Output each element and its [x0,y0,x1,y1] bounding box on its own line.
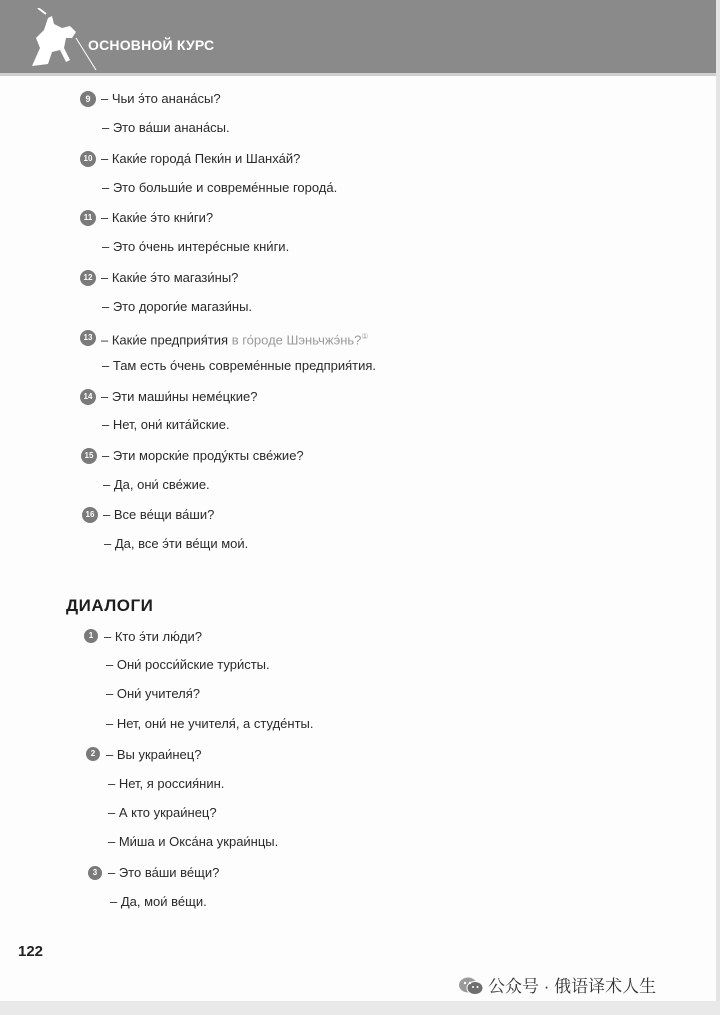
exercise-question: – Эти морски́е проду́кты све́жие? [102,448,304,463]
exercise-question: – Эти маши́ны неме́цкие? [101,389,258,404]
dialog-line: – А кто украи́нец? [108,805,217,820]
header-rule [0,73,716,76]
exercise-number-badge: 16 [82,507,98,523]
horse-rider-logo-icon [18,8,98,74]
dialog-number-badge: 1 [84,629,98,643]
dialog-number-badge: 2 [86,747,100,761]
watermark [458,972,656,997]
exercise-number-badge: 13 [80,330,96,346]
dialog-line: – Они́ росси́йские тури́сты. [106,657,270,672]
dialog-line: – Ми́ша и Окса́на украи́нцы. [108,834,279,849]
exercise-answer: – Это больши́е и совреме́нные города́. [102,180,338,195]
dialog-line: – Они́ учителя́? [106,686,201,701]
section-title-dialogs: ДИАЛОГИ [66,596,154,615]
exercise-number-badge: 12 [80,270,96,286]
exercise-answer: – Это ва́ши анана́сы. [102,120,230,135]
exercise-question-tail: в го́роде Шэньчжэ́нь? [231,332,362,348]
wechat-icon [458,976,484,996]
page-right-edge [716,0,720,1015]
exercise-question: – Чьи э́то анана́сы? [101,91,221,106]
dialog-line: – Нет, я россия́нин. [108,776,225,791]
exercise-answer: – Да, они́ све́жие. [103,477,210,492]
exercise-question [101,328,369,346]
exercise-answer: – Это о́чень интере́сные кни́ги. [102,239,290,254]
page-bottom-edge [0,1001,720,1015]
exercise-question: – Каки́е э́то магази́ны? [101,270,239,285]
exercise-question-main: – Каки́е предприя́тия [101,332,229,348]
dialog-line: – Вы украи́нец? [106,747,202,762]
footnote-marker: ① [361,332,369,341]
course-title: ОСНОВНОЙ КУРС [88,37,215,53]
page-number: 122 [18,943,44,960]
exercise-number-badge: 14 [80,389,96,405]
exercise-question: – Каки́е города́ Пеки́н и Шанха́й? [101,151,301,166]
watermark-text: 公众号 · 俄语译术人生 [488,977,657,996]
exercise-answer: – Нет, они́ кита́йские. [102,417,230,432]
exercise-question: – Все ве́щи ва́ши? [103,507,215,522]
exercise-answer: – Да, все э́ти ве́щи мои́. [104,536,249,551]
exercise-number-badge: 11 [80,210,96,226]
exercise-number-badge: 9 [80,91,96,107]
exercise-number-badge: 15 [81,448,97,464]
dialog-line: – Нет, они́ не учителя́, а студе́нты. [106,716,314,731]
dialog-number-badge: 3 [88,866,102,880]
exercise-number-badge: 10 [80,151,96,167]
exercise-answer: – Это дороги́е магази́ны. [102,299,253,314]
exercise-question: – Каки́е э́то кни́ги? [101,210,214,225]
exercise-answer: – Там есть о́чень совреме́нные предприя́тия. [102,358,377,373]
dialog-line: – Да, мои́ ве́щи. [110,894,207,909]
dialog-line: – Кто э́ти лю́ди? [104,629,202,644]
dialog-line: – Это ва́ши ве́щи? [108,865,220,880]
